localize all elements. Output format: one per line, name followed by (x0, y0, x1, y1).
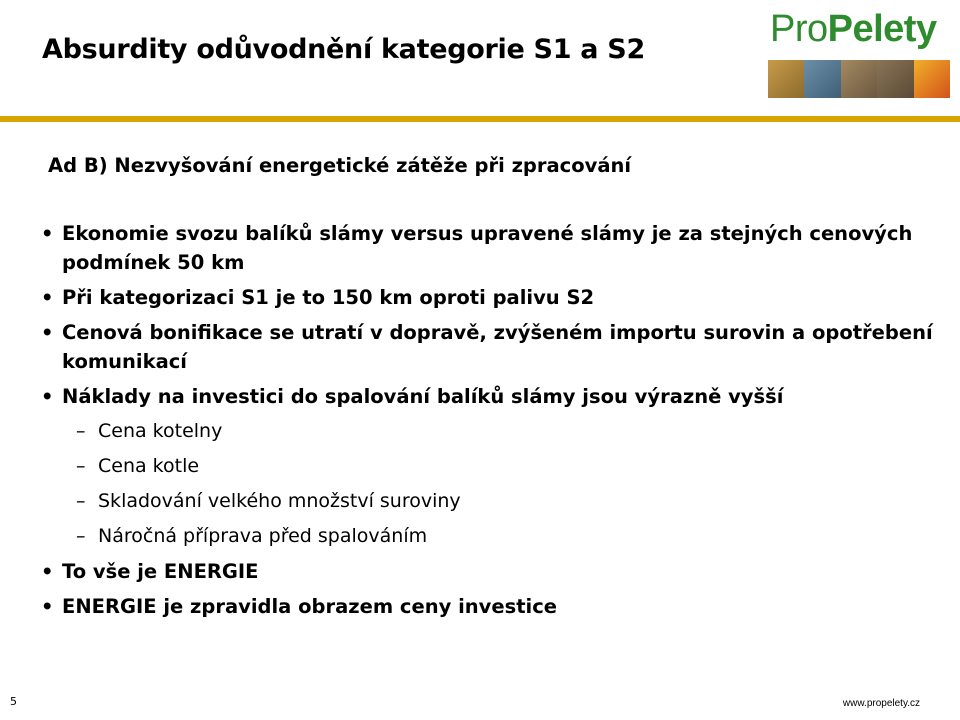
bullet-dot: • (41, 385, 54, 408)
logo-image-fire (914, 60, 950, 98)
bullet-text: Při kategorizaci S1 je to 150 km oproti palivu S2 (62, 286, 595, 309)
sub-bullet-item (40, 522, 940, 551)
logo-text (770, 8, 937, 51)
bullet-dot: • (41, 560, 54, 583)
sub-bullet-dash: – (76, 525, 86, 547)
bullet-item (40, 283, 940, 312)
logo-image-straw (768, 60, 804, 98)
bullet-item (40, 318, 940, 376)
bullet-item (40, 219, 940, 277)
sub-bullet-text: Cena kotelny (98, 420, 223, 442)
bullet-item (40, 592, 940, 621)
sub-bullet-item (40, 452, 940, 481)
logo-image-strip (768, 60, 950, 98)
sub-bullet-text: Náročná příprava před spalováním (98, 525, 428, 547)
sub-bullet-text: Skladování velkého množství suroviny (98, 490, 461, 512)
logo-pro-text: Pro (770, 8, 828, 50)
sub-bullet-dash: – (76, 490, 86, 512)
page-number: 5 (10, 695, 17, 708)
footer-url: www.propelety.cz (842, 698, 920, 709)
bullet-text: Cenová bonifikace se utratí v dopravě, zvýšeném importu surovin a opotřebení komunikací (62, 321, 933, 373)
slide-subtitle: Ad B) Nezvyšování energetické zátěže při zpracování (48, 154, 632, 177)
sub-bullet-text: Cena kotle (98, 455, 200, 477)
bullet-dot: • (41, 321, 54, 344)
logo-image-machine (804, 60, 840, 98)
bullet-dot: • (41, 222, 54, 245)
logo-pelety-text: Pelety (827, 8, 937, 50)
bullet-item (40, 382, 940, 411)
title-rule (0, 116, 960, 122)
bullet-text: Ekonomie svozu balíků slámy versus upravené slámy je za stejných cenových podmínek 50 km (62, 222, 913, 274)
bullet-dot: • (41, 286, 54, 309)
bullet-dot: • (41, 595, 54, 618)
sub-bullet-item (40, 417, 940, 446)
sub-bullet-dash: – (76, 455, 86, 477)
bullet-text: Náklady na investici do spalování balíků slámy jsou výrazně vyšší (62, 385, 784, 408)
logo-image-pellets (841, 60, 877, 98)
bullet-text: To vše je ENERGIE (62, 560, 259, 583)
logo-image-wood (877, 60, 913, 98)
slide-title: Absurdity odůvodnění kategorie S1 a S2 (42, 34, 645, 65)
propelety-logo (768, 8, 950, 100)
bullet-item (40, 557, 940, 586)
bullet-text: ENERGIE je zpravidla obrazem ceny investice (62, 595, 557, 618)
bullet-list (40, 219, 940, 627)
sub-bullet-item (40, 487, 940, 516)
sub-bullet-dash: – (76, 420, 86, 442)
